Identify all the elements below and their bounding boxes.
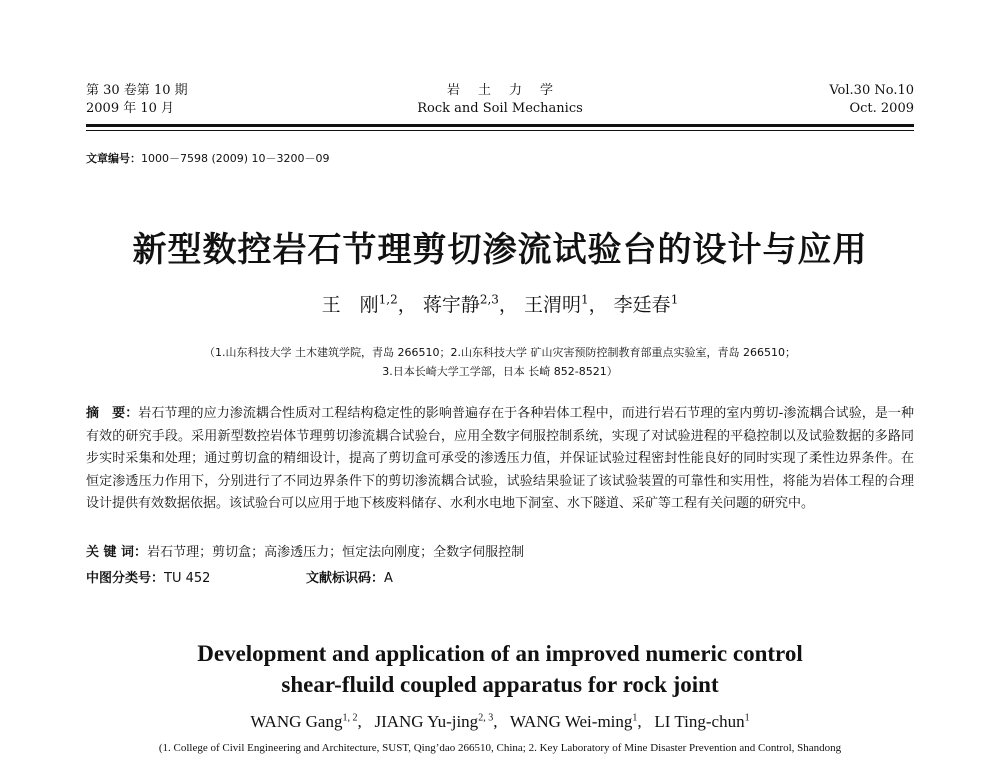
abstract-label: 摘 要： — [86, 406, 139, 421]
author-en: WANG Wei-ming — [509, 712, 633, 731]
abstract-text: 岩石节理的应力渗流耦合性质对工程结构稳定性的影响普遍存在于各种岩体工程中，而进行岩石节理的室内剪切-渗流耦合试验，是一种有效的研究手段。采用新型数控岩体节理剪切渗流耦合试验台，应用全数字伺服控制系统，实现了对试验进程的平稳控制以及试验数据的多路同步实时采集和处理；通过剪切盒的精细设计，提高了剪切盒可承受的渗透压力值，并保证试验过程密封性能良好的同时实现了柔性边界条件。在恒定渗透压力作用下，分别进行了不同边界条件下的剪切渗流耦合试验，试验结果验证了该试验装置的可靠性和实用性，将能为岩体工程的合理设计提供有效数据依据。该试验台可以应用于地下核废料储存、水利水电地下洞室、水下隧道、采矿等工程有关问题的研究中。 — [86, 406, 914, 511]
header-rule-thick — [86, 124, 914, 127]
title-en — [0, 638, 1000, 700]
document-code-value: A — [384, 571, 393, 586]
author-cn: 李廷春 — [613, 294, 671, 316]
affiliation-cn-line: （1.山东科技大学 土木建筑学院，青岛 266510；2.山东科技大学 矿山灾害预防控制教育部重点实验室，青岛 266510； — [204, 346, 796, 359]
authors-en: WANG Gang$^{1, 2}$, JIANG Yu-jing$^{2, 3}$, WANG Wei-ming$^1$, LI Ting-chun$^1$ — [250, 712, 750, 731]
author-cn-affiliation: 1,2 — [378, 292, 398, 307]
keywords-text: 岩石节理；剪切盒；高渗透压力；恒定法向刚度；全数字伺服控制 — [147, 545, 525, 560]
author-cn: 王渭明 — [523, 294, 581, 316]
header-volume: 第 30 卷第 10 期 — [86, 83, 188, 98]
abstract-cn — [86, 403, 914, 516]
keywords-label: 关 键 词： — [86, 545, 148, 560]
title-en-line: shear-fluild coupled apparatus for rock joint — [281, 672, 719, 697]
affiliation-en: (1. College of Civil Engineering and Architecture, SUST, Qing’dao 266510, China; 2. Key Laboratory of Mine Disaster Prevention and Control, Shandong — [158, 742, 842, 754]
keywords — [86, 541, 524, 560]
document-code — [306, 567, 393, 586]
author-en: LI Ting-chun — [654, 712, 745, 731]
article-number — [86, 150, 330, 166]
author-en-affiliation: 2, 3 — [478, 712, 494, 724]
author-en-affiliation: 1 — [632, 712, 638, 724]
author-cn-affiliation: 1 — [670, 292, 679, 307]
author-en: WANG Gang — [250, 712, 343, 731]
header-date-cn: 2009 年 10 月 — [86, 101, 175, 116]
authors-cn: 王 刚$^{1,2}$， 蒋宇静$^{2,3}$， 王渭明$^1$， 李廷春$^1$ — [321, 292, 679, 316]
document-code-label: 文献标识码： — [306, 571, 385, 586]
header-rule-thin — [86, 130, 914, 131]
header-date-en: Oct. 2009 — [849, 101, 914, 116]
header-volume-en — [829, 82, 914, 118]
author-en: JIANG Yu-jing — [374, 712, 479, 731]
affiliation-cn-line: 3.日本长崎大学工学部，日本 长崎 852-8521） — [382, 365, 618, 378]
classification-row — [86, 567, 393, 586]
title-en-line: Development and application of an improved numeric control — [197, 641, 803, 666]
classification-label: 中图分类号： — [86, 571, 165, 586]
author-cn-affiliation: 1 — [580, 292, 589, 307]
author-cn-affiliation: 2,3 — [479, 292, 499, 307]
header-vol-no: Vol.30 No.10 — [829, 83, 914, 98]
author-cn: 王 刚 — [321, 294, 379, 316]
author-en-affiliation: 1 — [744, 712, 750, 724]
article-number-value: 1000－7598 (2009) 10－3200－09 — [141, 152, 330, 165]
author-en-affiliation: 1, 2 — [342, 712, 358, 724]
header-journal-name-en: Rock and Soil Mechanics — [417, 101, 583, 116]
author-cn: 蒋宇静 — [422, 294, 480, 316]
affiliations-cn — [0, 343, 1000, 381]
title-cn: 新型数控岩石节理剪切渗流试验台的设计与应用 — [132, 230, 868, 270]
classification-value: TU 452 — [164, 571, 211, 586]
header-journal-name-cn: 岩土力学 — [446, 83, 571, 98]
article-number-label: 文章编号： — [86, 152, 141, 165]
